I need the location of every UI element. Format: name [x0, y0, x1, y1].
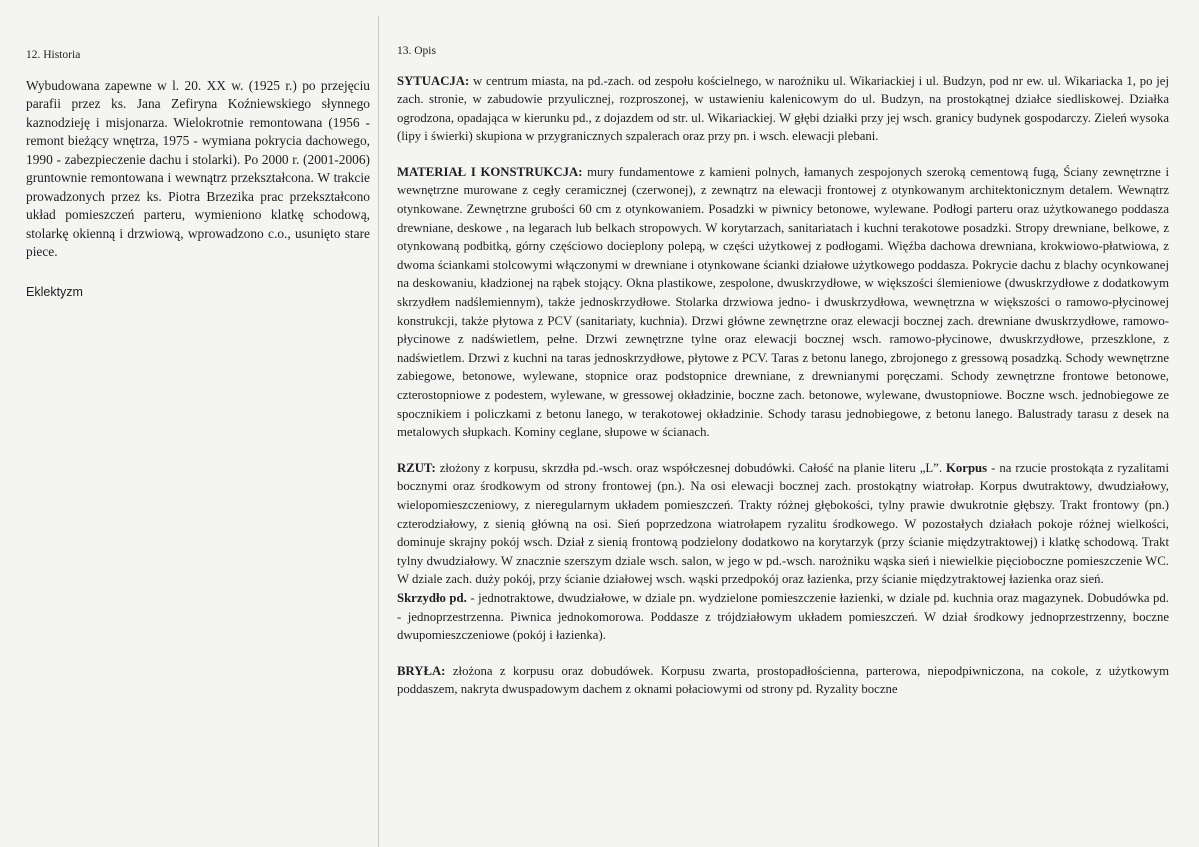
column-divider	[378, 16, 379, 847]
rzut-paragraph	[397, 459, 1169, 589]
bryla-paragraph	[397, 662, 1169, 699]
description-heading: 13. Opis	[397, 45, 436, 57]
bryla-text: złożona z korpusu oraz dobudówek. Korpusu zwarta, prostopadłościenna, parterowa, niepodpiwniczona, na cokole, z użytkowym poddaszem, nakryta dwuspadowym dachem z oknami połaciowymi od strony pd. Ryzality boczne	[397, 663, 1169, 697]
material-text: mury fundamentowe z kamieni polnych, łamanych zespojonych szeroką cementową fugą, Ściany zewnętrzne i wewnętrzne murowane z cegły ceramicznej (czerwonej), z zewnątrz na elewacji frontowej z otynkowanym architektonicznym detalem. Wewnątrz otynkowane. Zewnętrzne grubości 60 cm z otynkowaniem. Posadzki w piwnicy betonowe, wylewane. Podłogi parteru oraz użytkowanego poddasza drewniane, deskowe , na legarach lub belkach stropowych. W korytarzach, sanitariatach i kuchni terakotowe posadzki. Stropy drewniane, belkowe, z otynkowaną podbitką, górny częściowo docieplony polepą, w części użytkowej z podłogami. Więźba dachowa drewniana, krokwiowo-płatwiowa, z dwoma ściankami stolcowymi włączonymi w drewniane i otynkowane ścianki działowe użytkowego poddasza. Pokrycie dachu z blachy ocynkowanej na deskowaniu, kładzionej na rąbek stojący. Okna plastikowe, zespolone, dwuskrzydłowe, w większości ślemieniowe (dwuskrzydłowe z dodatkowym skrzydłem nadślemiennym), także jednoskrzydłowe. Stolarka drzwiowa jedno- i dwuskrzydłowa, wewnętrzna w większości o ramowo-płycinowej konstrukcji, także płytowa z PCV (sanitariaty, kuchnia). Drzwi główne zewnętrzne oraz elewacji bocznej zach. drewniane dwuskrzydłowe, ramowo-płycinowe z nadświetlem, pełne. Drzwi zewnętrzne tylne oraz elewacji bocznej wsch. ramowo-płycinowe, dwuskrzydłowe, przeszklone, z nadświetlem. Drzwi z kuchni na taras jednoskrzydłowe, płytowe z PCV. Taras z betonu lanego, zbrojonego z gressową posadzką. Schody wewnętrzne zabiegowe, betonowe, wylewane, stopnice oraz podstopnice drewniane, z drewnianymi poręczami. Schody zewnętrzne frontowe betonowe, czterostopniowe z podestem, wylewane, w gressowej okładzinie, boczne zach. betonowe, wylewane, dwustopniowe. Boczne wsch. jednobiegowe ze spocznikiem i policzkami z betonu lanego, w terakotowej okładzinie. Schody tarasu jednobiegowe, z betonu lanego. Balustrady tarasu z desek na metalowych słupkach. Kominy ceglane, słupowe w ścianach.	[397, 164, 1169, 440]
sytuacja-label: SYTUACJA:	[397, 73, 470, 88]
history-heading: 12. Historia	[26, 49, 81, 61]
rzut-label: RZUT:	[397, 460, 436, 475]
rzut-text-2: - na rzucie prostokąta z ryzalitami bocznymi oraz środkowym od strony frontowej (pn.). Na osi elewacji bocznej zach. prostokątny wiatrołap. Korpus dwutraktowy, dwudziałowy, wielopomieszczeniowy, z nieregularnym układem pomieszczeń. Trakty różnej głębokości, tylny prawie dwukrotnie głębszy. Trakt frontowy (pn.) czterodziałowy, z sienią główną na osi. Sień poprzedzona wiatrołapem ryzalitu środkowego. W pozostałych działach pokoje różnej wielkości, dominuje skrajny pokój wsch. Dział z sienią frontową podzielony dodatkowo na korytarzyk (przy ścianie międzytraktowej) i klatkę schodową. Trakt tylny dwudziałowy. W znacznie szerszym dziale wsch. salon, w jego w pd.-wsch. narożniku wąska sień i niewielkie pięcioboczne pomieszczenie WC. W dziale zach. duży pokój, przy ścianie działowej wsch. wąski przedpokój oraz łazienka, przy ścianie międzytraktowej łazienka oraz sień.	[397, 460, 1170, 587]
skrzydlo-label: Skrzydło pd.	[397, 590, 467, 605]
korpus-label: Korpus	[946, 460, 988, 475]
sytuacja-paragraph	[397, 72, 1169, 146]
material-label: MATERIAŁ I KONSTRUKCJA:	[397, 164, 583, 179]
history-column	[26, 50, 370, 299]
description-column	[397, 46, 1169, 699]
material-paragraph	[397, 163, 1169, 442]
rzut-text-1: złożony z korpusu, skrzdła pd.-wsch. oraz współczesnej dobudówki. Całość na planie literu „L”.	[435, 460, 947, 475]
sytuacja-text: w centrum miasta, na pd.-zach. od zespołu kościelnego, w narożniku ul. Wikariackiej i ul. Budzyn, pod nr ew. ul. Wikariacka 1, po jej zach. stronie, w zabudowie przyulicznej, rozproszonej, w ustawieniu kalenicowym do ul. Budzyn, na prostokątnej działce siedliskowej. Działka ogrodzona, opadająca w kierunku pd., z dojazdem od str. ul. Wikariackiej. W głębi działki przy jej wsch. granicy budynek gospodarczy. Zieleń wysoka (lipy i świerki) skupiona w przygranicznych szpalerach oraz przy pn. i wsch. elewacji plebani.	[397, 73, 1169, 144]
skrzydlo-text: - jednotraktowe, dwudziałowe, w dziale pn. wydzielone pomieszczenie łazienki, w dziale pd. kuchnia oraz magazynek. Dobudówka pd. - jednoprzestrzenna. Piwnica jednokomorowa. Poddasze z trójdziałowym układem pomieszczeń. W dział środkowy jednoprzestrzenny, boczne dwupomieszczeniowe (pokój i łazienka).	[397, 590, 1169, 643]
history-text: Wybudowana zapewne w l. 20. XX w. (1925 r.) po przejęciu parafii przez ks. Jana Zefiryna Koźniewskiego słynnego kaznodzieję i misjonarza. Wielokrotnie remontowana (1956 - remont bieżący wnętrza, 1975 - wymiana pokrycia dachowego, 1990 - zabezpieczenie dachu i stolarki). Po 2000 r. (2001-2006) gruntownie remontowana i wewnątrz przekształcona. W trakcie prowadzonych przez ks. Piotra Brzezika prac przekształcono układ pomieszczeń parteru, wymieniono klatkę schodową, stolarkę okienną i drzwiową, wprowadzono c.o., usunięto stare piece.	[26, 77, 370, 259]
style-label: Eklektyzm	[26, 284, 83, 299]
skrzydlo-paragraph	[397, 589, 1169, 645]
bryla-label: BRYŁA:	[397, 663, 446, 678]
